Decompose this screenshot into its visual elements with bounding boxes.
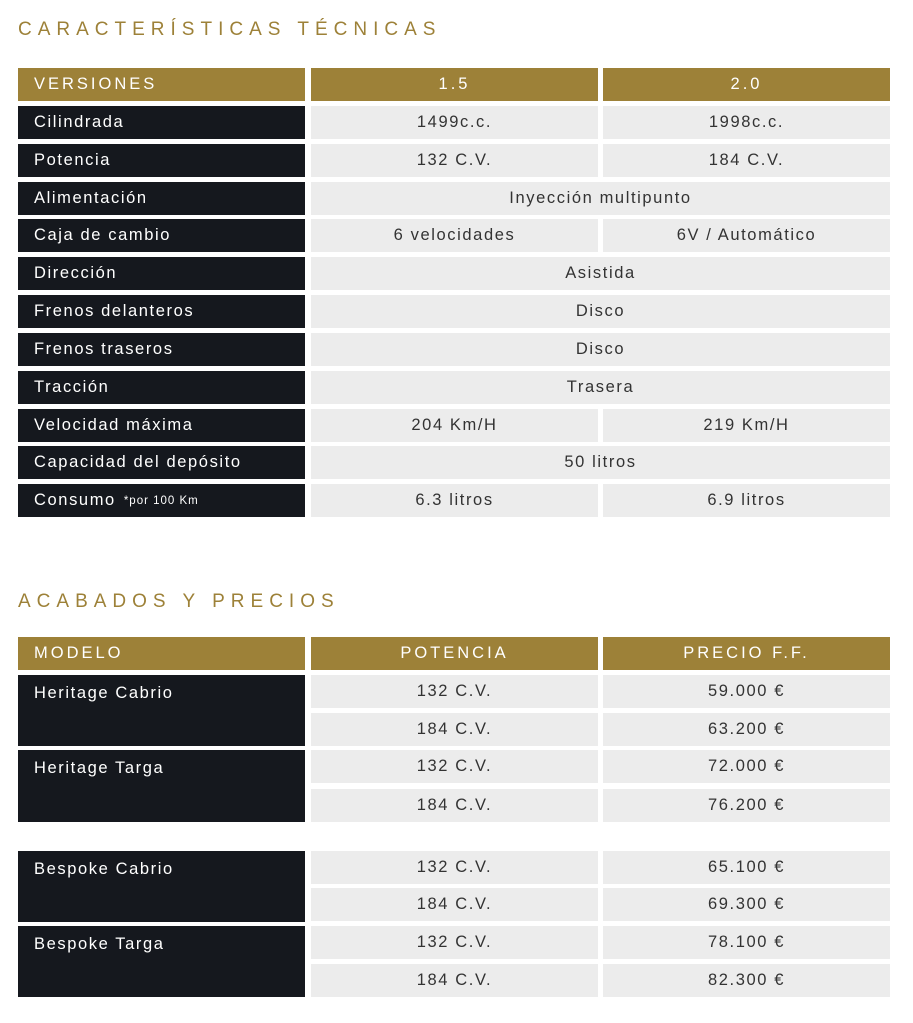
spec-value-caja-2-0: 6V / Automático (603, 219, 890, 252)
spec-value-alimentacion: Inyección multipunto (311, 182, 890, 215)
bespoke-cabrio-price-2: 69.300 € (603, 888, 890, 921)
spec-value-consumo-1-5: 6.3 litros (311, 484, 598, 517)
spec-label-cilindrada: Cilindrada (18, 106, 305, 139)
consumo-label-text: Consumo (34, 491, 116, 509)
heritage-targa-price-1: 72.000 € (603, 750, 890, 783)
spec-value-consumo-2-0: 6.9 litros (603, 484, 890, 517)
bespoke-cabrio-power-2: 184 C.V. (311, 888, 598, 921)
spec-value-velocidad-1-5: 204 Km/H (311, 409, 598, 442)
heritage-cabrio-price-1: 59.000 € (603, 675, 890, 708)
spec-value-potencia-1-5: 132 C.V. (311, 144, 598, 177)
spec-label-alimentacion: Alimentación (18, 182, 305, 215)
heritage-cabrio-price-2: 63.200 € (603, 713, 890, 746)
specs-header-version-1-5: 1.5 (311, 68, 598, 101)
spec-label-capacidad-deposito: Capacidad del depósito (18, 446, 305, 479)
spec-value-frenos-traseros: Disco (311, 333, 890, 366)
spec-label-velocidad-maxima: Velocidad máxima (18, 409, 305, 442)
spec-value-velocidad-2-0: 219 Km/H (603, 409, 890, 442)
bespoke-cabrio-price-1: 65.100 € (603, 851, 890, 884)
spec-value-capacidad-deposito: 50 litros (311, 446, 890, 479)
bespoke-targa-power-1: 132 C.V. (311, 926, 598, 959)
bespoke-targa-power-2: 184 C.V. (311, 964, 598, 997)
specs-header-versiones: VERSIONES (18, 68, 305, 101)
prices-header-potencia: POTENCIA (311, 637, 598, 670)
heritage-targa-power-2: 184 C.V. (311, 789, 598, 822)
spec-value-cilindrada-1-5: 1499c.c. (311, 106, 598, 139)
heritage-targa-power-1: 132 C.V. (311, 750, 598, 783)
bespoke-targa-price-2: 82.300 € (603, 964, 890, 997)
spec-value-caja-1-5: 6 velocidades (311, 219, 598, 252)
spec-label-caja-de-cambio: Caja de cambio (18, 219, 305, 252)
heritage-targa-price-2: 76.200 € (603, 789, 890, 822)
consumo-note: *por 100 Km (123, 494, 199, 507)
model-name-bespoke-targa: Bespoke Targa (18, 926, 305, 997)
spec-label-traccion: Tracción (18, 371, 305, 404)
spec-label-direccion: Dirección (18, 257, 305, 290)
bespoke-targa-price-1: 78.100 € (603, 926, 890, 959)
spec-value-cilindrada-2-0: 1998c.c. (603, 106, 890, 139)
spec-label-frenos-traseros: Frenos traseros (18, 333, 305, 366)
spec-value-traccion: Trasera (311, 371, 890, 404)
prices-title: ACABADOS Y PRECIOS (18, 591, 340, 612)
spec-label-frenos-delanteros: Frenos delanteros (18, 295, 305, 328)
prices-header-precio: PRECIO F.F. (603, 637, 890, 670)
specs-title: CARACTERÍSTICAS TÉCNICAS (18, 19, 442, 40)
heritage-cabrio-power-2: 184 C.V. (311, 713, 598, 746)
specs-header-version-2-0: 2.0 (603, 68, 890, 101)
spec-value-direccion: Asistida (311, 257, 890, 290)
bespoke-cabrio-power-1: 132 C.V. (311, 851, 598, 884)
model-name-heritage-cabrio: Heritage Cabrio (18, 675, 305, 746)
model-name-bespoke-cabrio: Bespoke Cabrio (18, 851, 305, 922)
heritage-cabrio-power-1: 132 C.V. (311, 675, 598, 708)
spec-label-potencia: Potencia (18, 144, 305, 177)
spec-value-potencia-2-0: 184 C.V. (603, 144, 890, 177)
model-name-heritage-targa: Heritage Targa (18, 750, 305, 822)
prices-header-modelo: MODELO (18, 637, 305, 670)
spec-value-frenos-delanteros: Disco (311, 295, 890, 328)
spec-label-consumo (18, 484, 305, 517)
